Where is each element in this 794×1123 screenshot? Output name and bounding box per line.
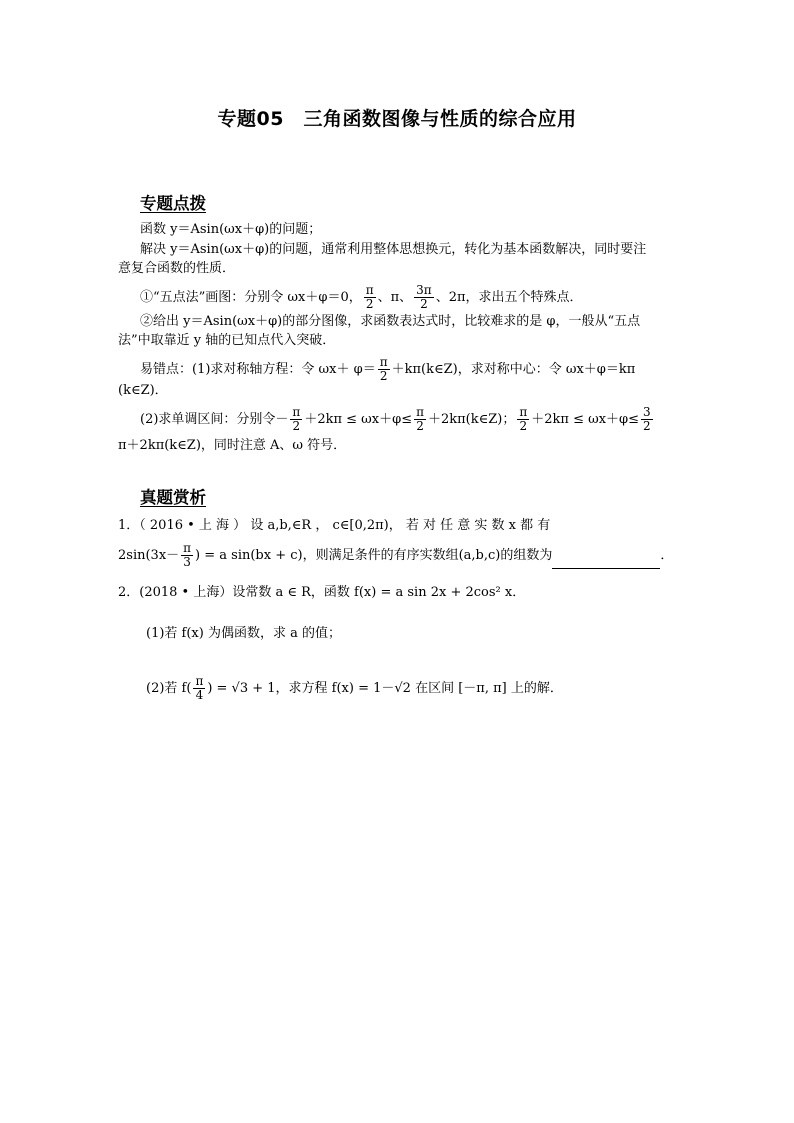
- fraction-numerator: 3π: [416, 283, 432, 297]
- tips-five-point-method: [140, 284, 583, 311]
- text-segment: 、π、: [377, 290, 413, 305]
- fraction-denominator: 2: [292, 419, 301, 433]
- text-segment: ＋2kπ ≤ ωx＋φ≤: [531, 412, 640, 427]
- text-segment: 、2π，求出五个特殊点．: [435, 290, 583, 305]
- tips-line-3: 意复合函数的性质．: [118, 261, 236, 276]
- text-segment: (2)若 f(: [146, 681, 192, 696]
- text-segment: ①“五点法”画图：分别令 ωx＋φ＝0，: [140, 290, 362, 305]
- fraction-numerator: π: [416, 405, 424, 419]
- question-2-part-2: [146, 675, 563, 702]
- tips-monotonic-interval: [140, 406, 655, 433]
- fraction-denominator: 2: [643, 419, 651, 433]
- text-segment: ＋2kπ(k∈Z)；: [427, 412, 516, 427]
- text-segment: ＋kπ(k∈Z)，求对称中心：令 ωx＋φ＝kπ: [391, 362, 636, 377]
- fraction: [414, 406, 426, 433]
- fraction-denominator: 2: [519, 419, 528, 433]
- fraction: [193, 675, 205, 702]
- tips-line-1: 函数 y＝Asin(ωx＋φ)的问题；: [140, 222, 322, 237]
- text-segment: 2sin(3x－: [118, 548, 180, 563]
- text-segment: ) = √3 + 1，求方程 f(x) = 1－√2 在区间 [－π, π] 上的解．: [207, 681, 563, 696]
- fraction: [414, 284, 434, 311]
- text-segment: (2)求单调区间：分别令－: [140, 412, 289, 427]
- question-1-line-1: 1．（ 2016 • 上 海 ） 设 a,b,∈R ， c∈[0,2π)， 若 对 任 意 实 数 x 都 有: [118, 518, 551, 533]
- fraction: [364, 284, 376, 311]
- answer-blank: [552, 554, 660, 569]
- text-segment: ) = a sin(bx + c)，则满足条件的有序实数组(a,b,c)的组数为: [195, 548, 553, 563]
- fraction-denominator: 3: [183, 555, 191, 569]
- page-title: 专题05 三角函数图像与性质的综合应用: [217, 108, 577, 130]
- fraction-numerator: π: [365, 283, 374, 297]
- fraction-denominator: 2: [416, 419, 424, 433]
- fraction-numerator: π: [519, 405, 528, 419]
- fraction-denominator: 2: [420, 297, 428, 311]
- fraction-numerator: π: [195, 674, 204, 688]
- question-2-stem: 2．(2018 • 上海）设常数 a ∈ R，函数 f(x) = a sin 2x + 2cos² x．: [118, 585, 526, 600]
- section-heading-tips: 专题点拨: [140, 194, 206, 213]
- tips-error-prone-axis: [140, 356, 635, 383]
- text-segment: 易错点：(1)求对称轴方程：令 ωx＋ φ＝: [140, 362, 376, 377]
- fraction-numerator: 3: [643, 405, 651, 419]
- question-1-line-2: [118, 542, 673, 569]
- section-heading-exam-questions: 真题赏析: [140, 488, 206, 507]
- text-segment: ．: [660, 548, 674, 563]
- tips-line-6: 法”中取靠近 y 轴的已知点代入突破．: [118, 333, 336, 348]
- fraction: [641, 406, 653, 433]
- tips-line-5: ②给出 y＝Asin(ωx＋φ)的部分图像，求函数表达式时，比较难求的是 φ，一般从“五点: [140, 314, 641, 329]
- fraction-denominator: 2: [365, 297, 374, 311]
- question-2-part-1: (1)若 f(x) 为偶函数，求 a 的值；: [146, 626, 341, 641]
- fraction-numerator: π: [183, 541, 192, 555]
- fraction: [181, 542, 193, 569]
- tips-line-10: π＋2kπ(k∈Z)，同时注意 A、ω 符号．: [118, 438, 347, 453]
- fraction: [517, 406, 529, 433]
- tips-line-8: (k∈Z)．: [118, 383, 168, 398]
- fraction-numerator: π: [292, 405, 301, 419]
- tips-line-2: 解决 y＝Asin(ωx＋φ)的问题，通常利用整体思想换元，转化为基本函数解决，同时要注: [140, 242, 647, 257]
- fraction: [378, 356, 390, 383]
- fraction-numerator: π: [379, 355, 388, 369]
- fraction-denominator: 2: [379, 369, 388, 383]
- text-segment: ＋2kπ ≤ ωx＋φ≤: [304, 412, 413, 427]
- fraction-denominator: 4: [195, 688, 204, 702]
- fraction: [290, 406, 302, 433]
